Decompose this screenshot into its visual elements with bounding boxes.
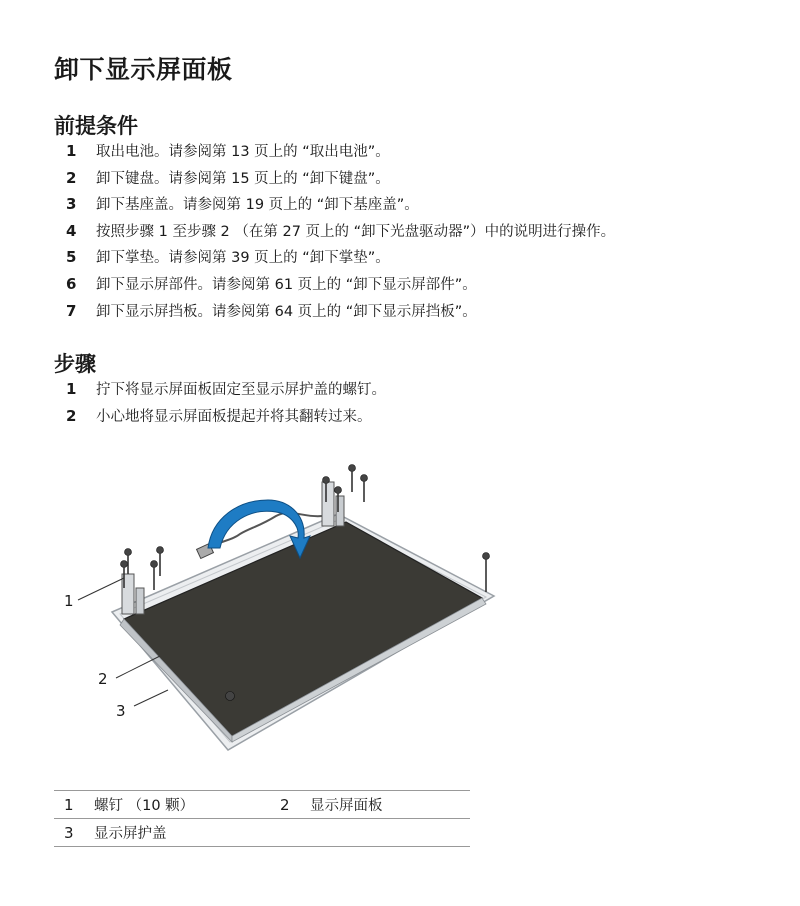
item-number: 1 — [66, 142, 77, 160]
list-item — [66, 220, 615, 247]
display-panel-illustration — [54, 456, 514, 756]
prerequisites-heading: 前提条件 — [54, 114, 138, 138]
page-title: 卸下显示屏面板 — [54, 55, 233, 84]
item-text: 小心地将显示屏面板提起并将其翻转过来。 — [96, 408, 372, 425]
legend-row — [54, 791, 470, 819]
item-number: 7 — [66, 301, 77, 320]
legend-text: 螺钉 （10 颗） — [94, 791, 270, 819]
list-item — [66, 273, 615, 300]
item-text: 卸下键盘。请参阅第 15 页上的 “卸下键盘”。 — [96, 170, 390, 187]
legend-number: 2 — [270, 791, 310, 819]
legend-number: 3 — [54, 819, 94, 847]
item-number: 2 — [66, 168, 77, 187]
item-text: 取出电池。请参阅第 13 页上的 “取出电池”。 — [96, 144, 390, 160]
item-number: 3 — [66, 195, 77, 214]
item-text: 卸下显示屏挡板。请参阅第 64 页上的 “卸下显示屏挡板”。 — [96, 303, 477, 320]
item-text: 按照步骤 1 至步骤 2 （在第 27 页上的 “卸下光盘驱动器”）中的说明进行操作。 — [96, 223, 616, 240]
figure-legend — [54, 790, 470, 847]
item-text: 卸下显示屏部件。请参阅第 61 页上的 “卸下显示屏部件”。 — [96, 276, 477, 293]
list-item — [66, 300, 615, 327]
callout-2: 2 — [98, 670, 108, 688]
list-item — [66, 167, 615, 194]
prerequisites-list — [66, 140, 615, 326]
item-text: 卸下基座盖。请参阅第 19 页上的 “卸下基座盖”。 — [96, 197, 419, 214]
steps-list — [66, 378, 386, 431]
list-item — [66, 378, 386, 405]
legend-text: 显示屏护盖 — [94, 819, 270, 847]
list-item — [66, 246, 615, 273]
item-text: 卸下掌垫。请参阅第 39 页上的 “卸下掌垫”。 — [96, 250, 390, 267]
callout-1: 1 — [64, 592, 74, 610]
legend-number: 1 — [54, 791, 94, 819]
list-item — [66, 193, 615, 220]
right-hinge-shape — [322, 482, 334, 526]
list-item — [66, 140, 615, 167]
item-number: 1 — [66, 380, 77, 398]
item-number: 5 — [66, 248, 77, 267]
item-number: 6 — [66, 274, 77, 293]
item-number: 2 — [66, 406, 77, 425]
steps-heading: 步骤 — [54, 352, 96, 376]
legend-row — [54, 819, 470, 847]
item-text: 拧下将显示屏面板固定至显示屏护盖的螺钉。 — [96, 382, 386, 398]
item-number: 4 — [66, 221, 77, 240]
legend-text: 显示屏面板 — [310, 791, 470, 819]
list-item — [66, 405, 386, 432]
callout-3: 3 — [116, 702, 126, 720]
